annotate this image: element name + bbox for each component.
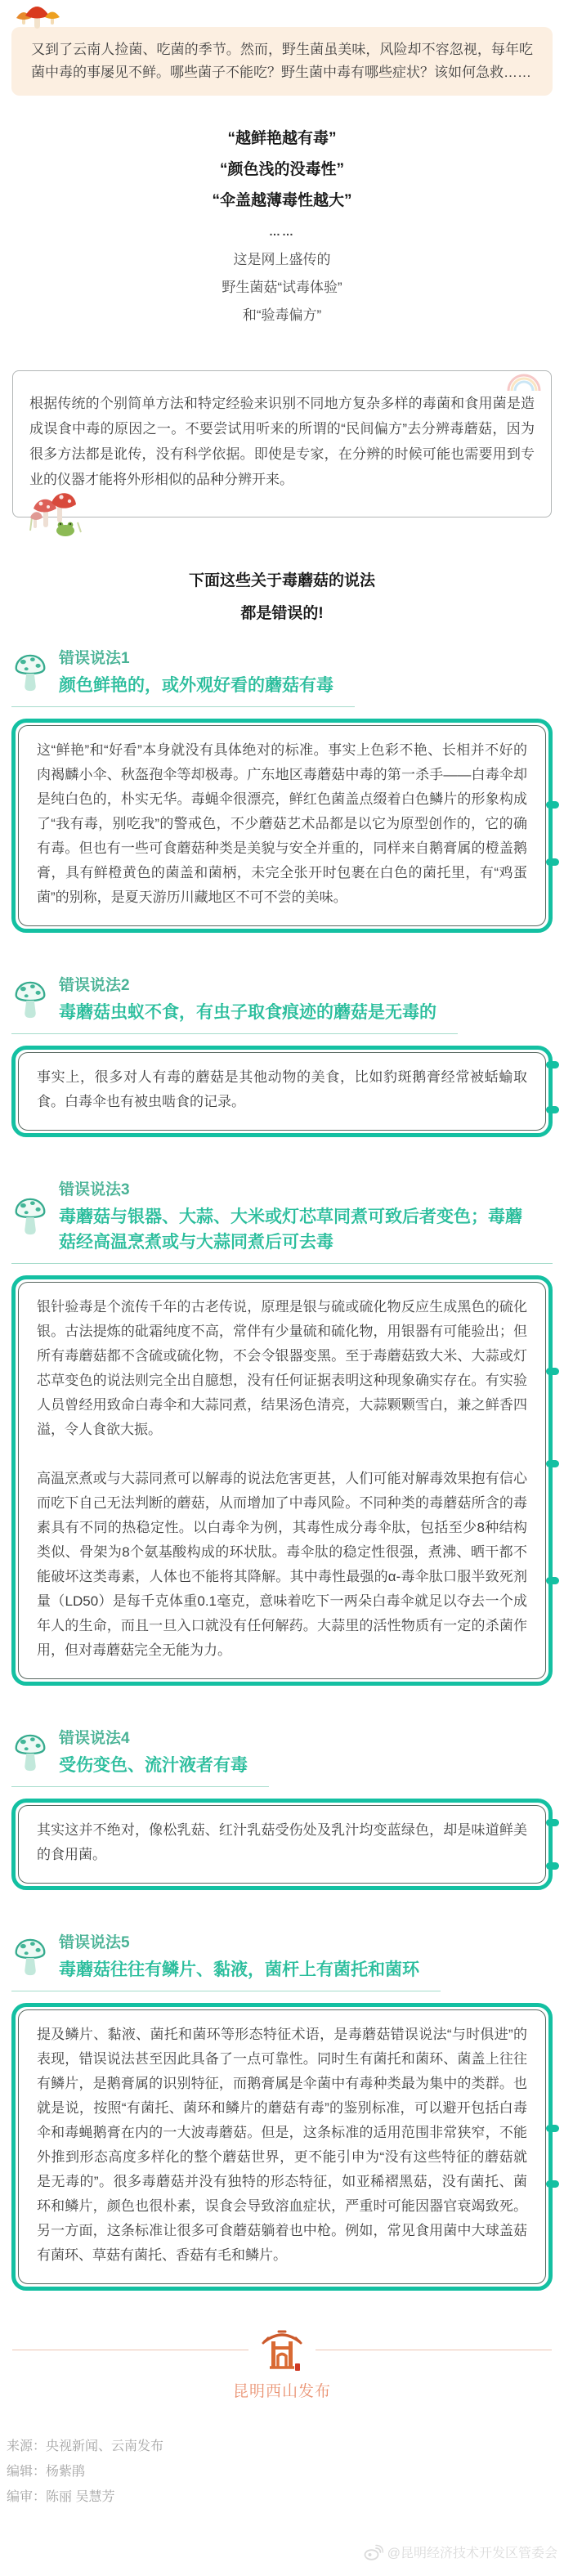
ellipsis: …… xyxy=(269,225,295,238)
note-section xyxy=(12,370,552,517)
decor-pill xyxy=(546,858,559,866)
mushrooms-icon xyxy=(13,2,60,32)
credits-block xyxy=(7,2434,564,2510)
decor-pill xyxy=(546,1106,559,1113)
section-box xyxy=(11,1799,553,1890)
publisher-block xyxy=(0,2328,564,2401)
section-header xyxy=(11,1933,441,1991)
section-claim-1 xyxy=(11,648,553,933)
section-claim-5 xyxy=(11,1933,553,2291)
decor-pill xyxy=(546,1368,559,1375)
section-header xyxy=(11,1180,553,1264)
gate-icon xyxy=(262,2328,302,2371)
section-header xyxy=(11,648,355,707)
quote-line: “伞盖越薄毒性越大” xyxy=(212,192,352,209)
quote-line: “颜色浅的没毒性” xyxy=(219,161,344,178)
watermark-text: @昆明经济技术开发区管委会 xyxy=(387,2547,557,2560)
section-box xyxy=(11,719,553,933)
mushroom-icon xyxy=(13,1197,47,1238)
section-header xyxy=(11,1728,269,1787)
mushroom-icon xyxy=(13,1733,47,1774)
decor-pill xyxy=(546,801,559,809)
section-box xyxy=(11,1046,553,1137)
quotes-block xyxy=(0,123,564,329)
credit-source: 来源：央视新闻、云南发布 xyxy=(7,2439,164,2453)
note-text: 根据传统的个别简单方法和特定经验来识别不同地方复杂多样的毒菌和食用菌是造成误食中毒的原因之一。不要尝试用听来的所谓的“民间偏方”去分辨毒蘑菇，因为很多方法都是讹传，没有科学依据。即使是专家，在分辨的时候可能也需要用到专业的仪器才能将外形相似的品种分辨开来。 xyxy=(12,370,552,517)
decor-pill xyxy=(546,2180,559,2188)
quote-line: 这是网上盛传的 xyxy=(233,252,331,267)
section-label: 错误说法3 xyxy=(59,1181,130,1198)
section-claim-3 xyxy=(11,1180,553,1686)
section-paragraph: 银针验毒是个流传千年的古老传说，原理是银与硫或硫化物反应生成黑色的硫化银。古法提炼的砒霜纯度不高，常伴有少量硫和硫化物，用银器有可能验出；但所有毒蘑菇都不含硫或硫化物，不会令银器变黑。至于毒蘑菇致大米、大蒜或灯芯草变色的说法则完全出自臆想，没有任何证据表明这种现象确实存在。有实验人员曾经用致命白毒伞和大蒜同煮，结果汤色清亮，大蒜颗颗雪白，兼之鲜香四溢，令人食欲大振。 xyxy=(37,1299,527,1437)
mushroom-icon xyxy=(13,1938,47,1978)
intro-section xyxy=(0,0,564,96)
mushroom-icon xyxy=(13,980,47,1021)
credit-editor: 编辑：杨紫鹃 xyxy=(7,2465,86,2479)
quote-line: “越鲜艳越有毒” xyxy=(227,130,337,147)
watermark xyxy=(0,2542,564,2561)
decor-pill xyxy=(546,1819,559,1826)
claims-heading-line2: 都是错误的! xyxy=(240,605,324,622)
section-title: 毒蘑菇往往有鳞片、黏液，菌杆上有菌托和菌环 xyxy=(59,1960,419,1979)
credit-reviewer: 编审：陈丽 吴慧芳 xyxy=(7,2490,115,2504)
section-header xyxy=(11,975,458,1034)
intro-text: 又到了云南人捡菌、吃菌的季节。然而，野生菌虽美味，风险却不容忽视，每年吃菌中毒的事屡见不鲜。哪些菌子不能吃？野生菌中毒有哪些症状？该如何急救…… xyxy=(11,27,553,96)
decor-pill xyxy=(546,1862,559,1870)
rainbow-icon xyxy=(504,370,544,392)
section-title: 毒蘑菇虫蚁不食，有虫子取食痕迹的蘑菇是无毒的 xyxy=(59,1003,436,1022)
publisher-name: 昆明西山发布 xyxy=(232,2383,331,2400)
section-label: 错误说法4 xyxy=(59,1730,130,1747)
claims-heading-line1: 下面这些关于毒蘑菇的说法 xyxy=(188,572,375,589)
section-title: 颜色鲜艳的，或外观好看的蘑菇有毒 xyxy=(59,676,333,695)
section-claim-2 xyxy=(11,975,553,1137)
claims-heading xyxy=(0,565,564,630)
quote-line: 野生菌菇“试毒体验” xyxy=(222,280,342,295)
mushroom-frog-icon xyxy=(20,486,89,537)
section-title: 受伤变色、流汁液者有毒 xyxy=(59,1756,248,1775)
section-label: 错误说法5 xyxy=(59,1934,130,1951)
decor-pill xyxy=(546,1460,559,1467)
section-title: 毒蘑菇与银器、大蒜、大米或灯芯草同煮可致后者变色；毒蘑菇经高温烹煮或与大蒜同煮后可去毒 xyxy=(59,1207,522,1252)
section-paragraph: 其实这并不绝对，像松乳菇、红汁乳菇受伤处及乳汁均变蓝绿色，却是味道鲜美的食用菌。 xyxy=(37,1822,527,1862)
decor-pill xyxy=(546,1577,559,1584)
section-label: 错误说法1 xyxy=(59,650,130,667)
section-paragraph: 事实上，很多对人有毒的蘑菇是其他动物的美食，比如豹斑鹅膏经常被蛞蝓取食。白毒伞也有被虫啮食的记录。 xyxy=(37,1069,527,1109)
section-label: 错误说法2 xyxy=(59,977,130,994)
section-claim-4 xyxy=(11,1728,553,1890)
section-paragraph: 提及鳞片、黏液、菌托和菌环等形态特征术语，是毒蘑菇错误说法“与时俱进”的表现，错误说法甚至因此具备了一点可靠性。同时生有菌托和菌环、菌盖上往往有鳞片，是鹅膏属的识别特征，而鹅膏属是伞菌中有毒种类最为集中的类群。也就是说，按照“有菌托、菌环和鳞片的蘑菇有毒”的鉴别标准，可以避开包括白毒伞和毒蝇鹅膏在内的一大波毒蘑菇。但是，这条标准的适用范围非常狭窄，不能外推到形态高度多样化的整个蘑菇世界，更不能引申为“没有这些特征的蘑菇就是无毒的”。很多毒蘑菇并没有独特的形态特征，如亚稀褶黑菇，没有菌托、菌环和鳞片，颜色也很朴素，误食会导致溶血症状，严重时可能因器官衰竭致死。另一方面，这条标准让很多可食蘑菇躺着也中枪。例如，常见食用菌中大球盖菇有菌环、草菇有菌托、香菇有毛和鳞片。 xyxy=(37,2027,527,2263)
quote-line: 和“验毒偏方” xyxy=(242,307,322,323)
decor-pill xyxy=(546,1061,559,1068)
section-paragraph: 这“鲜艳”和“好看”本身就没有具体绝对的标准。事实上色彩不艳、长相并不好的肉褐麟小伞、秋盔孢伞等却极毒。广东地区毒蘑菇中毒的第一杀手——白毒伞却是纯白色的，朴实无华。毒蝇伞很漂亮，鲜红色菌盖点缀着白色鳞片的形象构成了“我有毒，别吃我”的警戒色，不少蘑菇艺术品都是以它为原型创作的，它的确有毒。但也有一些可食蘑菇种类是美貌与安全并重的，同样来自鹅膏属的橙盖鹅膏，具有鲜橙黄色的菌盖和菌柄，未完全张开时包裹在白色的菌托里，有“鸡蛋菌”的别称，是夏天游历川藏地区不可不尝的美味。 xyxy=(37,742,527,905)
decor-pill xyxy=(546,2125,559,2132)
weibo-icon xyxy=(364,2544,383,2560)
section-box xyxy=(11,1275,553,1686)
section-box xyxy=(11,2003,553,2291)
section-paragraph: 高温烹煮或与大蒜同煮可以解毒的说法危害更甚，人们可能对解毒效果抱有信心而吃下自己无法判断的蘑菇，从而增加了中毒风险。不同种类的毒蘑菇所含的毒素具有不同的热稳定性。以白毒伞为例，其毒性成分毒伞肽，包括至少8种结构类似、骨架为8个氨基酸构成的环状肽。毒伞肽的稳定性很强，煮沸、晒干都不能破坏这类毒素，人体也不能将其降解。其中毒性最强的α-毒伞肽口服半致死剂量（LD50）是每千克体重0.1毫克，意味着吃下一两朵白毒伞就足以夺去一个成年人的生命，而且一旦入口就没有任何解药。大蒜里的活性物质有一定的杀菌作用，但对毒蘑菇完全无能为力。 xyxy=(37,1471,527,1658)
mushroom-icon xyxy=(13,653,47,694)
